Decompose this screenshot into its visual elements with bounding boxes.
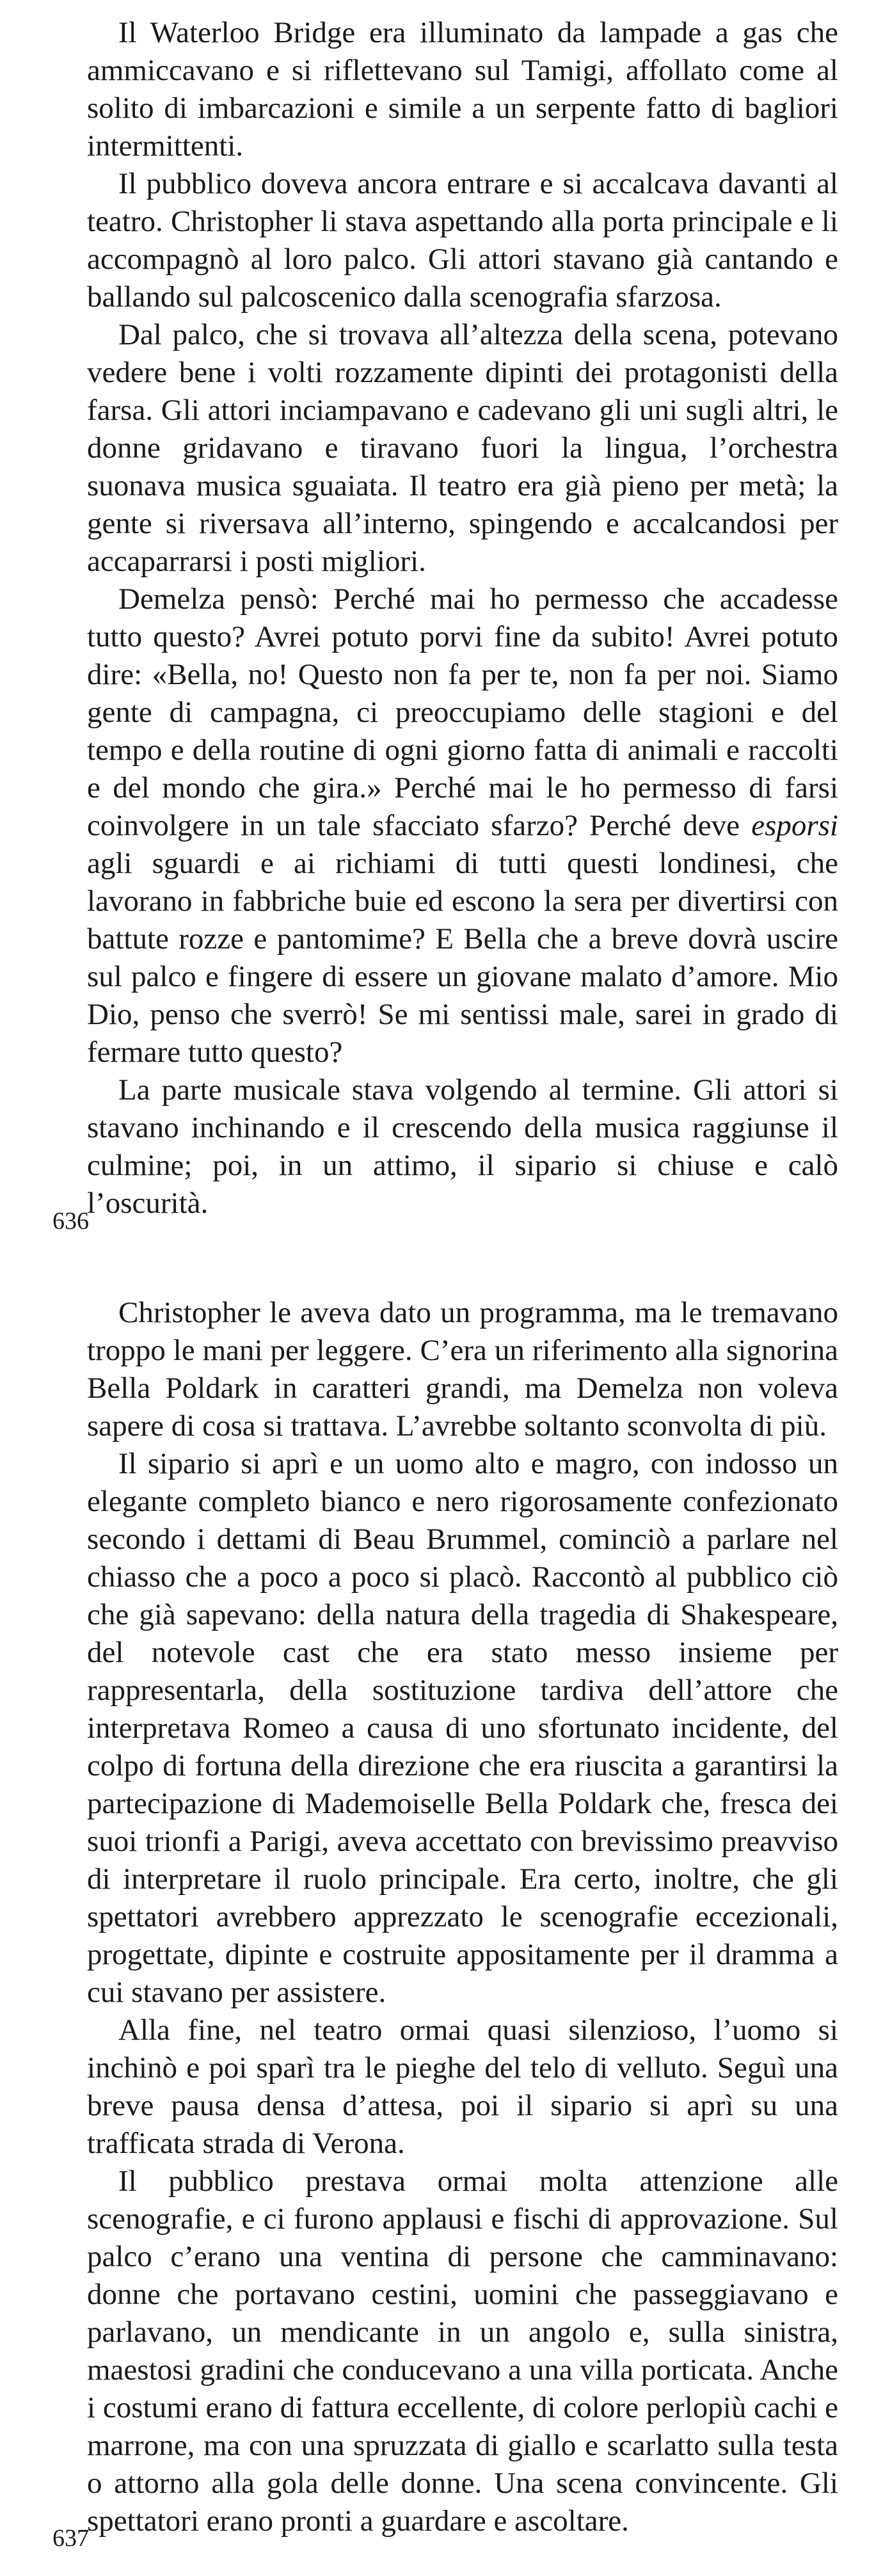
paragraph (87, 316, 838, 580)
paragraph (87, 14, 838, 165)
paragraph (87, 580, 838, 1071)
paragraph-text: Il pubblico doveva ancora entrare e si accalcava davanti al teatro. Christopher li stava aspettando alla porta principale e li accompagnò al loro palco. Gli attori stavano già cantando e ballando sul palcoscenico dalla scenografia sfarzosa. (87, 167, 838, 314)
paragraph (87, 1071, 838, 1222)
paragraph (87, 2163, 838, 2540)
paragraph-text: Il pubblico prestava ormai molta attenzione alle scenografie, e ci furono applausi e fischi di approvazione. Sul palco c’erano una ventina di persone che camminavano: donne che portavano cestini, uomini che passeggiavano e parlavano, un mendicante in un angolo e, sulla sinistra, maestosi gradini che conducevano a una villa porticata. Anche i costumi erano di fattura eccellente, di colore perlopiù cachi e marrone, ma con una spruzzata di giallo e scarlatto sulla testa o attorno alla gola delle donne. Una scena convincente. Gli spettatori erano pronti a guardare e ascoltare. (87, 2164, 838, 2538)
paragraph-text: Dal palco, che si trovava all’altezza della scena, potevano vedere bene i volti rozzamente dipinti dei protagonisti della farsa. Gli attori inciampavano e cadevano gli uni sugli altri, le donne gridavano e tiravano fuori la lingua, l’orchestra suonava musica sguaiata. Il teatro era già pieno per metà; la gente si riversava all’interno, spingendo e accalcandosi per accaparrarsi i posti migliori. (87, 318, 838, 578)
paragraph (87, 2012, 838, 2163)
body-text (87, 14, 838, 1222)
paragraph-text: Demelza pensò: Perché mai ho permesso che accadesse tutto questo? Avrei potuto porvi fine da subito! Avrei potuto dire: «Bella, no! Questo non fa per te, non fa per noi. Siamo gente di campagna, ci preoccupiamo delle stagioni e del tempo e della routine di ogni giorno fatta di animali e raccolti e del mondo che gira.» Perché mai le ho permesso di farsi coinvolgere in un tale sfacciato sfarzo? Perché deve (87, 582, 838, 842)
paragraph-text: Il sipario si aprì e un uomo alto e magro, con indosso un elegante completo bianco e nero rigorosamente confezionato secondo i dettami di Beau Brummel, cominciò a parlare nel chiasso che a poco a poco si placò. Raccontò al pubblico ciò che già sapevano: della natura della tragedia di Shakespeare, del notevole cast che era stato messo insieme per rappresentarla, della sostituzione tardiva dell’attore che interpretava Romeo a causa di uno sfortunato incidente, del colpo di fortuna della direzione che era riuscita a garantirsi la partecipazione di Mademoiselle Bella Poldark che, fresca dei suoi trionfi a Parigi, aveva accettato con brevissimo preavviso di interpretare il ruolo principale. Era certo, inoltre, che gli spettatori avrebbero apprezzato le scenografie eccezionali, progettate, dipinte e costruite appositamente per il dramma a cui stavano per assistere. (87, 1447, 838, 2009)
paragraph-text: agli sguardi e ai richiami di tutti questi londinesi, che lavorano in fabbriche buie ed escono la sera per divertirsi con battute rozze e pantomime? E Bella che a breve dovrà uscire sul palco e fingere di essere un giovane malato d’amore. Mio Dio, penso che sverrò! Se mi sentissi male, sarei in grado di fermare tutto questo? (87, 847, 838, 1069)
page-number: 636 (52, 1208, 89, 1235)
page-number: 637 (52, 2525, 89, 2552)
paragraph-text: La parte musicale stava volgendo al termine. Gli attori si stavano inchinando e il crescendo della musica raggiunse il culmine; poi, in un attimo, il sipario si chiuse e calò l’oscurità. (87, 1073, 838, 1220)
paragraph-text: Alla fine, nel teatro ormai quasi silenzioso, l’uomo si inchinò e poi sparì tra le pieghe del telo di velluto. Seguì una breve pausa densa d’attesa, poi il sipario si aprì su una trafficata strada di Verona. (87, 2013, 838, 2160)
page-636 (0, 0, 883, 1280)
paragraph (87, 1294, 838, 1445)
paragraph-text: Christopher le aveva dato un programma, ma le tremavano troppo le mani per leggere. C’era un riferimento alla signorina Bella Poldark in caratteri grandi, ma Demelza non voleva sapere di cosa si trattava. L’avrebbe soltanto sconvolta di più. (87, 1296, 838, 1443)
italic-word: esporsi (751, 809, 838, 842)
body-text (87, 1294, 838, 2540)
paragraph (87, 165, 838, 316)
paragraph-text: Il Waterloo Bridge era illuminato da lampade a gas che ammiccavano e si riflettevano sul Tamigi, affollato come al solito di imbarcazioni e simile a un serpente fatto di bagliori intermittenti. (87, 16, 838, 163)
page-637 (0, 1280, 883, 2576)
paragraph (87, 1445, 838, 2012)
